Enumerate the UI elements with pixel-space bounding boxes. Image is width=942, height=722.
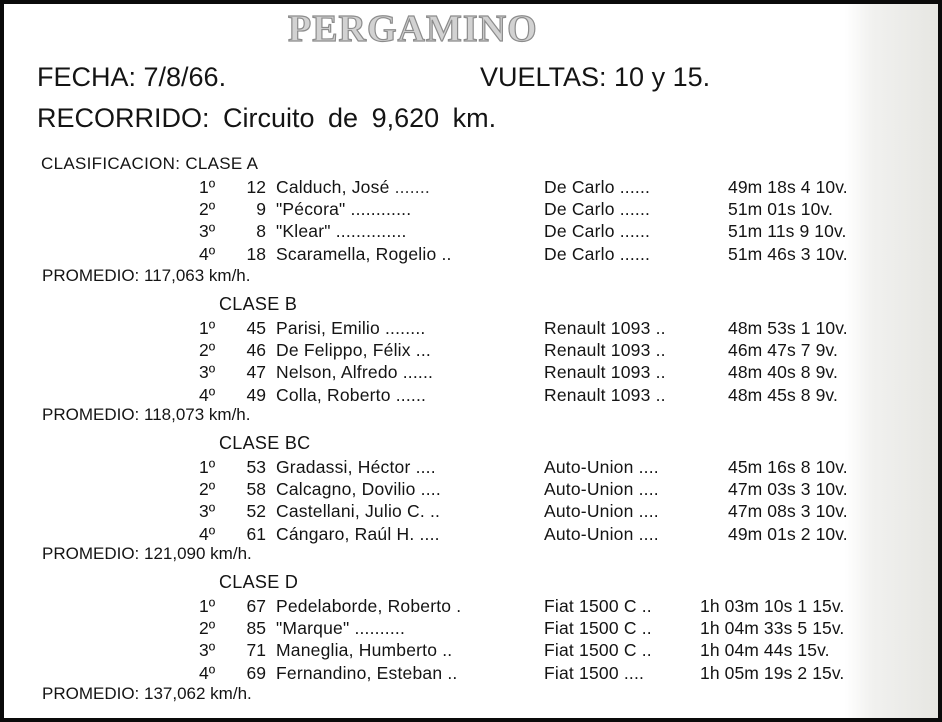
car-model: [544, 340, 666, 361]
car-number: 47: [246, 362, 266, 382]
leader-dots: ..: [655, 385, 666, 405]
driver-name: [276, 479, 441, 500]
car-model: [544, 385, 666, 406]
leader-dots: ........: [385, 318, 426, 338]
position: 2º: [199, 199, 216, 219]
table-row: [4, 479, 942, 501]
leader-dots: ..: [429, 501, 441, 521]
race-time: 45m 16s 8 10v.: [728, 457, 848, 477]
car-model: [544, 244, 650, 265]
leader-dots: ....: [415, 457, 436, 477]
driver-name: [276, 221, 407, 242]
car-number: 49: [246, 385, 266, 405]
class-label: CLASE D: [219, 572, 299, 592]
leader-dots: ............: [350, 199, 412, 219]
table-row: [4, 177, 942, 199]
driver-name-text: Scaramella, Rogelio: [276, 244, 437, 264]
position: 2º: [199, 340, 216, 360]
table-row: [4, 340, 942, 362]
car-model: [544, 618, 652, 639]
driver-name-text: Calcagno, Dovilio: [276, 479, 416, 499]
position: 4º: [199, 663, 216, 683]
table-row: [4, 524, 942, 546]
race-time: 1h 04m 44s 15v.: [700, 640, 830, 660]
driver-name-text: Pedelaborde, Roberto: [276, 596, 452, 616]
car-number: 67: [246, 596, 266, 616]
table-row: [4, 199, 942, 221]
car-model: [544, 199, 650, 220]
leader-dots: ..: [441, 244, 452, 264]
position: 1º: [199, 457, 216, 477]
driver-name-text: Colla, Roberto: [276, 385, 391, 405]
leader-dots: ......: [619, 244, 651, 264]
driver-name-text: Maneglia, Humberto: [276, 640, 438, 660]
leader-dots: ..: [442, 640, 453, 660]
race-time: 51m 11s 9 10v.: [728, 221, 847, 241]
leader-dots: ......: [395, 385, 427, 405]
car-model: [544, 457, 659, 478]
race-time: 1h 04m 33s 5 15v.: [700, 618, 845, 638]
race-time: 48m 53s 1 10v.: [728, 318, 848, 338]
leader-dots: ..: [641, 640, 652, 660]
car-model-text: De Carlo: [544, 244, 615, 264]
position: 1º: [199, 596, 216, 616]
car-model-text: Fiat 1500 C: [544, 618, 637, 638]
leader-dots: ..............: [335, 221, 407, 241]
driver-name: [276, 385, 426, 406]
driver-name-text: Fernandino, Esteban: [276, 663, 443, 683]
leader-dots: ..: [641, 596, 652, 616]
position: 3º: [199, 640, 216, 660]
leader-dots: ....: [638, 524, 659, 544]
position: 2º: [199, 618, 216, 638]
driver-name-text: De Felippo, Félix: [276, 340, 411, 360]
car-number: 46: [246, 340, 266, 360]
race-time: 46m 47s 7 9v.: [728, 340, 838, 360]
race-time: 47m 08s 3 10v.: [728, 501, 848, 521]
car-model-text: Auto-Union: [544, 457, 634, 477]
driver-name-text: "Klear": [276, 221, 331, 241]
car-model: [544, 640, 652, 661]
driver-name: [276, 618, 405, 639]
leader-dots: ..: [655, 340, 666, 360]
driver-name: [276, 663, 457, 684]
car-model-text: De Carlo: [544, 177, 615, 197]
position: 3º: [199, 501, 216, 521]
driver-name-text: Gradassi, Héctor: [276, 457, 411, 477]
leader-dots: ......: [619, 221, 651, 241]
driver-name: [276, 524, 440, 545]
car-model: [544, 362, 666, 383]
driver-name: [276, 457, 436, 478]
position: 4º: [199, 524, 216, 544]
class-label: CLASE A: [185, 154, 259, 173]
leader-dots: ....: [638, 501, 659, 521]
race-time: 49m 01s 2 10v.: [728, 524, 848, 544]
race-time: 48m 40s 8 9v.: [728, 362, 838, 382]
car-model: [544, 479, 659, 500]
position: 4º: [199, 385, 216, 405]
leader-dots: ...: [415, 340, 431, 360]
driver-name-text: Cángaro, Raúl H.: [276, 524, 415, 544]
average-speed: PROMEDIO: 121,090 km/h.: [42, 544, 252, 563]
car-model: [544, 596, 652, 617]
car-model: [544, 663, 644, 684]
car-model-text: Renault 1093: [544, 385, 651, 405]
car-model: [544, 221, 650, 242]
car-number: 45: [246, 318, 266, 338]
car-model-text: De Carlo: [544, 199, 615, 219]
car-model-text: Renault 1093: [544, 362, 651, 382]
race-laps: VUELTAS: 10 y 15.: [480, 62, 711, 92]
car-model-text: Fiat 1500 C: [544, 596, 637, 616]
driver-name: [276, 318, 426, 339]
driver-name-text: Nelson, Alfredo: [276, 362, 398, 382]
table-row: [4, 318, 942, 340]
class-label: CLASE B: [219, 294, 298, 314]
driver-name: [276, 340, 431, 361]
driver-name: [276, 501, 440, 522]
table-row: [4, 596, 942, 618]
leader-dots: ....: [638, 457, 659, 477]
leader-dots: ....: [419, 524, 440, 544]
table-row: [4, 362, 942, 384]
table-row: [4, 457, 942, 479]
table-row: [4, 501, 942, 523]
car-model: [544, 318, 666, 339]
race-time: 1h 05m 19s 2 15v.: [700, 663, 845, 683]
leader-dots: ......: [619, 199, 651, 219]
race-time: 47m 03s 3 10v.: [728, 479, 848, 499]
leader-dots: ....: [623, 663, 645, 683]
table-row: [4, 640, 942, 662]
leader-dots: ......: [619, 177, 651, 197]
position: 1º: [199, 177, 216, 197]
leader-dots: ..: [655, 362, 666, 382]
race-time: 49m 18s 4 10v.: [728, 177, 848, 197]
leader-dots: ....: [420, 479, 441, 499]
leader-dots: ....: [638, 479, 659, 499]
driver-name: [276, 244, 452, 265]
car-model-text: De Carlo: [544, 221, 615, 241]
driver-name-text: Castellani, Julio C.: [276, 501, 425, 521]
race-date: FECHA: 7/8/66.: [37, 62, 227, 92]
average-speed: PROMEDIO: 117,063 km/h.: [42, 266, 251, 285]
table-row: [4, 244, 942, 266]
average-speed: PROMEDIO: 118,073 km/h.: [42, 405, 251, 424]
car-model: [544, 501, 659, 522]
classification-title: CLASIFICACION:: [41, 154, 181, 173]
driver-name-text: Parisi, Emilio: [276, 318, 380, 338]
class-label: CLASE BC: [219, 433, 311, 453]
car-model: [544, 524, 659, 545]
race-time: 1h 03m 10s 1 15v.: [700, 596, 845, 616]
leader-dots: ..: [655, 318, 666, 338]
page-title: PERGAMINO: [288, 8, 538, 50]
driver-name-text: "Marque": [276, 618, 350, 638]
leader-dots: .: [456, 596, 462, 616]
position: 2º: [199, 479, 216, 499]
table-row: [4, 618, 942, 640]
leader-dots: ..: [641, 618, 652, 638]
car-model-text: Auto-Union: [544, 524, 634, 544]
car-model-text: Renault 1093: [544, 340, 651, 360]
car-model: [544, 177, 650, 198]
leader-dots: ..........: [354, 618, 406, 638]
driver-name: [276, 596, 461, 617]
table-row: [4, 385, 942, 407]
car-number: 61: [246, 524, 266, 544]
car-number: 53: [246, 457, 266, 477]
car-number: 9: [256, 199, 266, 219]
race-time: 51m 01s 10v.: [728, 199, 833, 219]
driver-name-text: "Pécora": [276, 199, 346, 219]
car-model-text: Renault 1093: [544, 318, 651, 338]
leader-dots: ......: [402, 362, 434, 382]
driver-name: [276, 199, 411, 220]
position: 3º: [199, 221, 216, 241]
race-course: RECORRIDO: Circuito de 9,620 km.: [37, 103, 497, 133]
race-time: 48m 45s 8 9v.: [728, 385, 838, 405]
car-number: 71: [246, 640, 266, 660]
car-number: 12: [246, 177, 266, 197]
car-number: 85: [246, 618, 266, 638]
car-number: 18: [246, 244, 266, 264]
leader-dots: ..: [447, 663, 458, 683]
car-model-text: Auto-Union: [544, 479, 634, 499]
classification-heading: [41, 154, 258, 174]
table-row: [4, 663, 942, 685]
position: 4º: [199, 244, 216, 264]
driver-name: [276, 177, 430, 198]
car-number: 69: [246, 663, 266, 683]
position: 3º: [199, 362, 216, 382]
leader-dots: .......: [394, 177, 430, 197]
car-number: 52: [246, 501, 266, 521]
driver-name: [276, 362, 433, 383]
driver-name-text: Calduch, José: [276, 177, 390, 197]
car-model-text: Fiat 1500: [544, 663, 619, 683]
driver-name: [276, 640, 452, 661]
race-time: 51m 46s 3 10v.: [728, 244, 848, 264]
car-model-text: Fiat 1500 C: [544, 640, 637, 660]
table-row: [4, 221, 942, 243]
average-speed: PROMEDIO: 137,062 km/h.: [42, 684, 252, 703]
position: 1º: [199, 318, 216, 338]
car-number: 58: [246, 479, 266, 499]
car-number: 8: [256, 221, 266, 241]
car-model-text: Auto-Union: [544, 501, 634, 521]
